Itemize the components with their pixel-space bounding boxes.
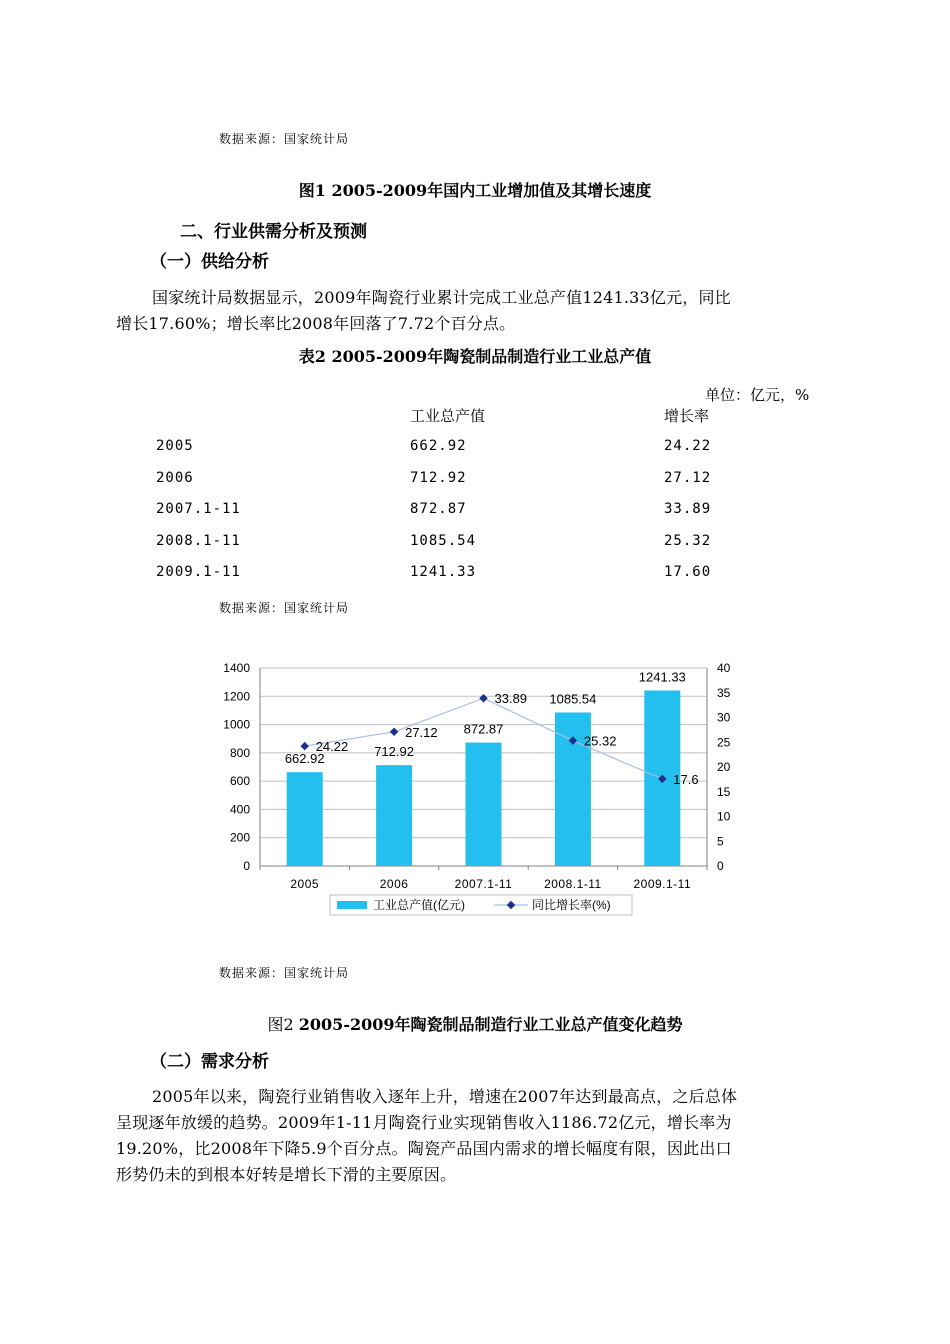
growth-rate-point — [300, 742, 308, 750]
growth-rate-label: 27.12 — [405, 724, 438, 740]
growth-rate-label: 17.6 — [673, 771, 699, 787]
demand-paragraph-line-1: 2005年以来，陶瓷行业销售收入逐年上升，增速在2007年达到最高点，之后总体 — [152, 1087, 738, 1106]
bar-output — [376, 765, 412, 866]
demand-paragraph-line-2: 呈现逐年放缓的趋势。2009年1-11月陶瓷行业实现销售收入1186.72亿元，增长率为 — [116, 1113, 732, 1132]
table-cell-output: 1241.33 — [410, 564, 477, 580]
left-axis-tick-label: 1400 — [223, 661, 250, 675]
left-axis-tick-label: 400 — [229, 802, 250, 817]
table-cell-output: 1085.54 — [410, 532, 477, 549]
left-axis-tick-label: 800 — [229, 745, 250, 760]
growth-rate-point — [390, 728, 398, 736]
subsection-supply-analysis: （一）供给分析 — [150, 252, 269, 272]
left-axis-tick-label: 200 — [229, 830, 250, 845]
right-axis-tick-label: 0 — [717, 859, 724, 873]
supply-paragraph-line-2: 增长17.60%；增长率比2008年回落了7.72个百分点。 — [116, 314, 516, 333]
growth-rate-point — [479, 694, 487, 702]
demand-paragraph-line-3: 19.20%，比2008年下降5.9个百分点。陶瓷产品国内需求的增长幅度有限，因此出口 — [116, 1139, 732, 1158]
growth-rate-label: 25.32 — [583, 733, 617, 749]
table-source-note: 数据来源：国家统计局 — [219, 601, 350, 615]
section-heading-supply-demand: 二、行业供需分析及预测 — [180, 222, 367, 242]
left-axis-tick-label: 1000 — [223, 717, 250, 732]
category-label: 2008.1-11 — [544, 877, 602, 891]
legend-swatch-output — [337, 901, 367, 909]
bar-output — [466, 743, 502, 866]
legend-label-growth: 同比增长率(%) — [532, 898, 611, 912]
legend-label-output: 工业总产值(亿元) — [373, 898, 465, 912]
table-header-growth: 增长率 — [664, 407, 710, 425]
bar-data-label: 1085.54 — [549, 691, 597, 707]
table-2-title: 表2 2005-2009年陶瓷制品制造行业工业总产值 — [298, 347, 652, 366]
right-axis-tick-label: 15 — [717, 784, 731, 799]
table-cell-output: 662.92 — [410, 438, 467, 454]
left-axis-tick-label: 1200 — [223, 689, 250, 704]
table-cell-year: 2007.1-11 — [156, 501, 241, 517]
table-cell-output: 872.87 — [410, 501, 467, 517]
supply-paragraph — [116, 285, 826, 337]
figure-2-prefix: 图2 — [267, 1015, 294, 1034]
growth-rate-label: 24.22 — [315, 739, 349, 755]
growth-rate-label: 33.89 — [494, 691, 528, 707]
figure-1-title: 图1 2005-2009年国内工业增加值及其增长速度 — [298, 181, 652, 200]
category-label: 2006 — [379, 877, 409, 891]
bar-output — [287, 772, 323, 866]
table-cell-year: 2008.1-11 — [156, 532, 241, 549]
bar-data-label: 1241.33 — [638, 669, 686, 685]
table-cell-growth: 24.22 — [664, 438, 712, 454]
bar-data-label: 872.87 — [463, 721, 504, 737]
right-axis-tick-label: 35 — [717, 685, 731, 700]
table-header-output: 工业总产值 — [410, 407, 486, 425]
demand-paragraph-line-4: 形势仍未的到根本好转是增长下滑的主要原因。 — [116, 1165, 457, 1184]
table-unit: 单位：亿元，% — [705, 386, 810, 404]
category-label: 2007.1-11 — [454, 877, 513, 891]
table-cell-growth: 25.32 — [664, 532, 712, 549]
table-cell-year: 2005 — [156, 438, 194, 454]
table-cell-growth: 33.89 — [664, 501, 712, 517]
demand-paragraph — [116, 1084, 826, 1188]
category-label: 2009.1-11 — [633, 877, 692, 891]
right-axis-tick-label: 30 — [717, 710, 731, 725]
supply-paragraph-line-1: 国家统计局数据显示，2009年陶瓷行业累计完成工业总产值1241.33亿元，同比 — [152, 288, 731, 307]
right-axis-tick-label: 25 — [717, 735, 731, 750]
chart-source-note: 数据来源：国家统计局 — [219, 966, 350, 980]
right-axis-tick-label: 40 — [717, 661, 731, 675]
table-cell-growth: 17.60 — [664, 564, 712, 580]
left-axis-tick-label: 600 — [229, 774, 250, 789]
subsection-demand-analysis: （二）需求分析 — [150, 1052, 269, 1072]
figure-2-title — [0, 1012, 950, 1035]
left-axis-tick-label: 0 — [243, 859, 250, 873]
bar-data-label: 662.92 — [284, 751, 325, 767]
right-axis-tick-label: 20 — [717, 760, 731, 774]
table-cell-growth: 27.12 — [664, 469, 712, 486]
source-note-1: 数据来源：国家统计局 — [219, 132, 350, 146]
right-axis-tick-label: 10 — [717, 809, 731, 824]
bar-data-label: 712.92 — [374, 744, 414, 760]
right-axis-tick-label: 5 — [717, 834, 724, 849]
table-cell-year: 2006 — [156, 469, 194, 486]
output-growth-chart — [210, 650, 740, 935]
table-cell-year: 2009.1-11 — [156, 564, 241, 580]
category-label: 2005 — [290, 877, 320, 891]
figure-2-text: 2005-2009年陶瓷制品制造行业工业总产值变化趋势 — [298, 1015, 683, 1034]
table-cell-output: 712.92 — [410, 469, 467, 486]
